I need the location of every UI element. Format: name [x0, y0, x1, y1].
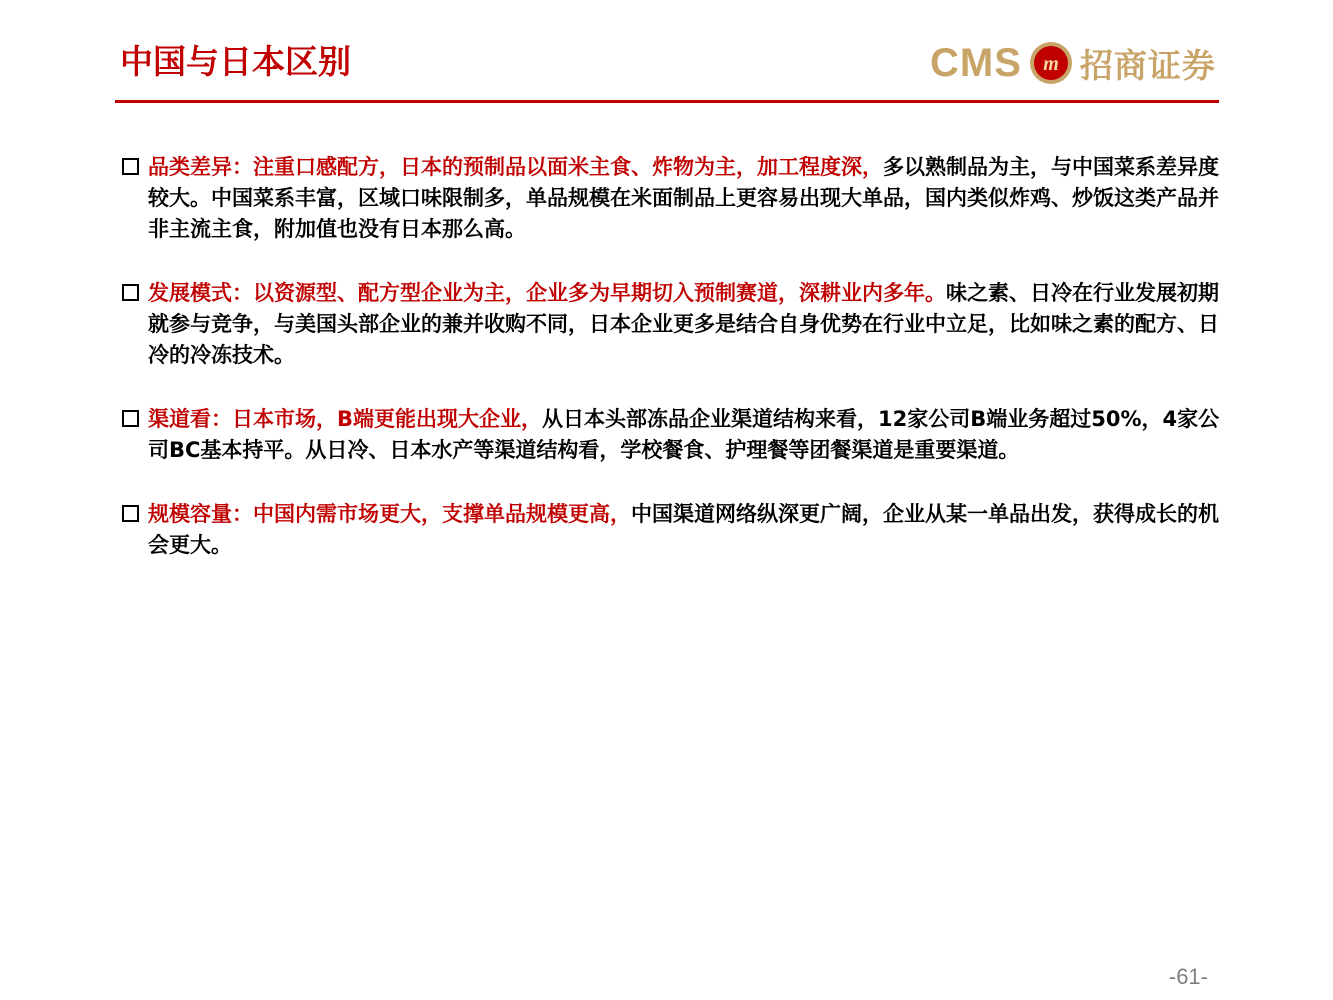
bullet-body: 从日本头部冻品企业渠道结构来看，12家公司B端业务超过50%，4家公司BC基本持平。从日冷、日本水产等渠道结构看，学校餐食、护理餐等团餐渠道是重要渠道。: [148, 407, 1220, 462]
bullet-list: [120, 152, 1220, 594]
bullet-highlight: 品类差异：注重口感配方，日本的预制品以面米主食、炸物为主，加工程度深，: [148, 155, 883, 179]
logo-emblem-letter: m: [1043, 53, 1059, 75]
bullet-highlight: 发展模式：以资源型、配方型企业为主，企业多为早期切入预制赛道，深耕业内多年。: [148, 281, 946, 305]
company-logo: [930, 38, 1216, 88]
bullet-channel: [120, 404, 1220, 466]
bullet-body: 中国渠道网络纵深更广阔，企业从某一单品出发，获得成长的机会更大。: [148, 502, 1219, 557]
checkbox-bullet-icon: [122, 158, 139, 175]
bullet-development-model: [120, 278, 1220, 371]
logo-latin-text: CMS: [930, 40, 1022, 85]
checkbox-bullet-icon: [122, 284, 139, 301]
bullet-market-capacity: [120, 499, 1220, 561]
bullet-body: 味之素、日冷在行业发展初期就参与竞争，与美国头部企业的兼并收购不同，日本企业更多是结合自身优势在行业中立足，比如味之素的配方、日冷的冷冻技术。: [148, 281, 1219, 367]
checkbox-bullet-icon: [122, 410, 139, 427]
page-title: 中国与日本区别: [120, 42, 351, 81]
bullet-category-difference: [120, 152, 1220, 245]
logo-emblem-icon: [1028, 40, 1074, 86]
bullet-body: 多以熟制品为主，与中国菜系差异度较大。中国菜系丰富，区域口味限制多，单品规模在米面制品上更容易出现大单品，国内类似炸鸡、炒饭这类产品并非主流主食，附加值也没有日本那么高。: [148, 155, 1219, 241]
bullet-highlight: 渠道看：日本市场，B端更能出现大企业，: [148, 407, 543, 431]
logo-chinese-text: 招商证券: [1079, 45, 1216, 85]
page-number: -61-: [1168, 964, 1208, 989]
checkbox-bullet-icon: [122, 505, 139, 522]
bullet-highlight: 规模容量：中国内需市场更大，支撑单品规模更高，: [148, 502, 631, 526]
header-divider: [115, 100, 1219, 103]
